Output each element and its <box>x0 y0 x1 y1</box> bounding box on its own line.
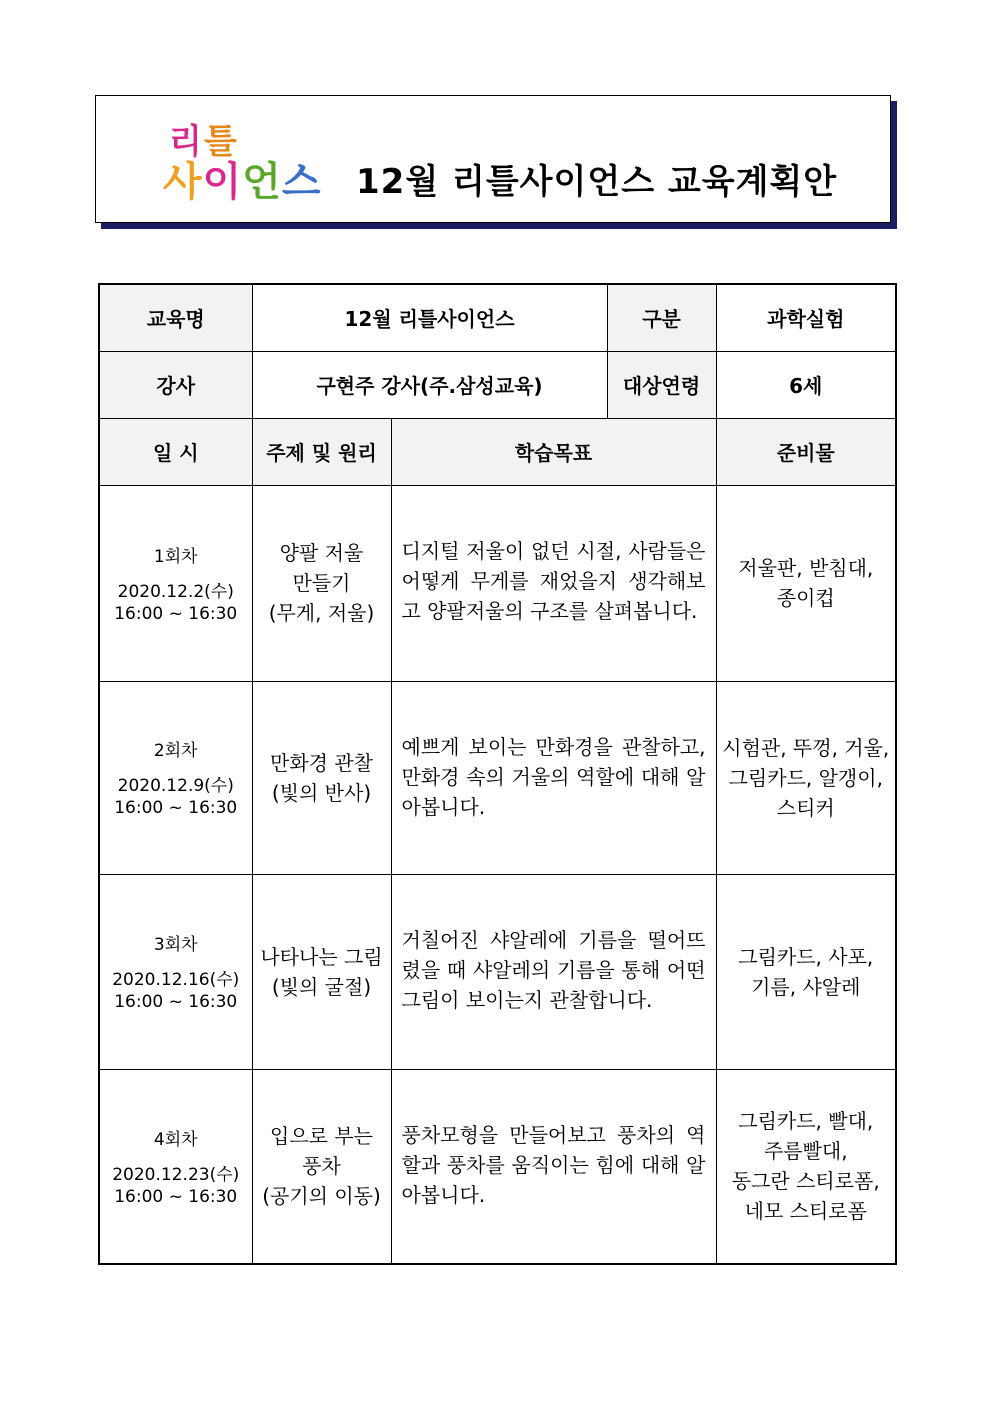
little-science-logo <box>159 114 329 204</box>
goal-text: 거칠어진 샤알레에 기름을 떨어뜨렸을 때 샤알레의 기름을 통해 어떤 그림이 보이는지 관찰합니다. <box>401 927 706 1012</box>
session-number: 2회차 <box>153 741 198 761</box>
goal-text: 풍차모형을 만들어보고 풍차의 역할과 풍차를 움직이는 힘에 대해 알아봅니다. <box>401 1122 706 1207</box>
session-number: 1회차 <box>153 546 198 567</box>
material-line: 주름빨대, <box>763 1139 848 1164</box>
session-topic <box>252 485 391 681</box>
teacher-value: 구현주 강사(주.삼성교육) <box>252 351 607 418</box>
page-title: 12월 리틀사이언스 교육계획안 <box>356 162 838 202</box>
topic-line: 풍차 <box>302 1154 341 1179</box>
session-date-cell <box>99 485 252 681</box>
session-date: 2020.12.9(수) <box>117 776 234 796</box>
age-label: 대상연령 <box>607 351 716 418</box>
material-line: 스티커 <box>776 795 835 820</box>
session-row <box>99 485 896 681</box>
session-topic <box>252 1069 391 1264</box>
material-line: 네모 스티로폼 <box>744 1199 867 1224</box>
logo-char: 언 <box>242 159 282 205</box>
category-value: 과학실험 <box>716 284 896 351</box>
age-value: 6세 <box>716 351 896 418</box>
session-time: 16:00 ~ 16:30 <box>114 798 238 818</box>
topic-line: 만화경 관찰 <box>270 750 373 775</box>
session-goal <box>391 874 716 1069</box>
session-date: 2020.12.2(수) <box>117 581 234 602</box>
session-row <box>99 681 896 874</box>
goal-text: 디지털 저울이 없던 시절, 사람들은 어떻게 무게를 재었을지 생각해보고 양팔저울의 구조를 살펴봅니다. <box>401 538 706 623</box>
session-goal <box>391 1069 716 1264</box>
topic-line: (공기의 이동) <box>262 1184 381 1209</box>
session-time: 16:00 ~ 16:30 <box>114 603 238 624</box>
date-header: 일 시 <box>99 418 252 485</box>
session-time: 16:00 ~ 16:30 <box>114 992 238 1012</box>
session-materials <box>716 874 896 1069</box>
session-row <box>99 874 896 1069</box>
topic-line: (무게, 저울) <box>268 601 375 625</box>
session-goal <box>391 681 716 874</box>
logo-char: 스 <box>281 159 322 205</box>
session-topic <box>252 874 391 1069</box>
material-line: 그림카드, 알갱이, <box>728 765 883 790</box>
session-materials <box>716 1069 896 1264</box>
materials-header: 준비물 <box>716 418 896 485</box>
name-label: 교육명 <box>99 284 252 351</box>
material-line: 종이컵 <box>776 586 835 610</box>
logo-bottom-text <box>163 150 322 207</box>
logo-char: 틀 <box>203 122 239 162</box>
session-date: 2020.12.23(수) <box>112 1164 240 1185</box>
category-label: 구분 <box>607 284 716 351</box>
session-row <box>99 1069 896 1264</box>
topic-line: 입으로 부는 <box>270 1124 373 1149</box>
topic-line: 만들기 <box>292 571 351 595</box>
name-value: 12월 리틀사이언스 <box>252 284 607 351</box>
goal-text: 예쁘게 보이는 만화경을 관찰하고, 만화경 속의 거울의 역할에 대해 알아봅니다. <box>401 734 706 819</box>
topic-line: 나타나는 그림 <box>260 944 383 969</box>
topic-line: (빛의 굴절) <box>271 974 372 999</box>
logo-char: 사 <box>163 159 203 205</box>
education-plan-table <box>98 283 897 1265</box>
goal-header: 학습목표 <box>391 418 716 485</box>
logo-char: 리 <box>169 122 204 162</box>
session-date-cell <box>99 874 252 1069</box>
session-date-cell <box>99 681 252 874</box>
topic-line: 양팔 저울 <box>279 541 364 565</box>
material-line: 그림카드, 사포, <box>738 944 874 969</box>
session-number: 4회차 <box>153 1129 198 1150</box>
material-line: 동그란 스티로폼, <box>731 1169 880 1194</box>
material-line: 시험관, 뚜껑, 거울, <box>722 735 890 760</box>
session-time: 16:00 ~ 16:30 <box>114 1186 238 1207</box>
info-row-teacher <box>99 351 896 418</box>
topic-header: 주제 및 원리 <box>252 418 391 485</box>
topic-line: (빛의 반사) <box>271 780 372 805</box>
title-box <box>95 95 891 223</box>
session-goal <box>391 485 716 681</box>
session-date-cell <box>99 1069 252 1264</box>
material-line: 그림카드, 빨대, <box>738 1109 874 1134</box>
material-line: 기름, 샤알레 <box>751 974 861 999</box>
teacher-label: 강사 <box>99 351 252 418</box>
info-row-name <box>99 284 896 351</box>
session-date: 2020.12.16(수) <box>112 970 240 990</box>
logo-char: 이 <box>202 159 243 205</box>
session-materials <box>716 485 896 681</box>
session-topic <box>252 681 391 874</box>
session-number: 3회차 <box>153 935 198 955</box>
material-line: 저울판, 받침대, <box>738 556 874 580</box>
session-materials <box>716 681 896 874</box>
column-header-row <box>99 418 896 485</box>
